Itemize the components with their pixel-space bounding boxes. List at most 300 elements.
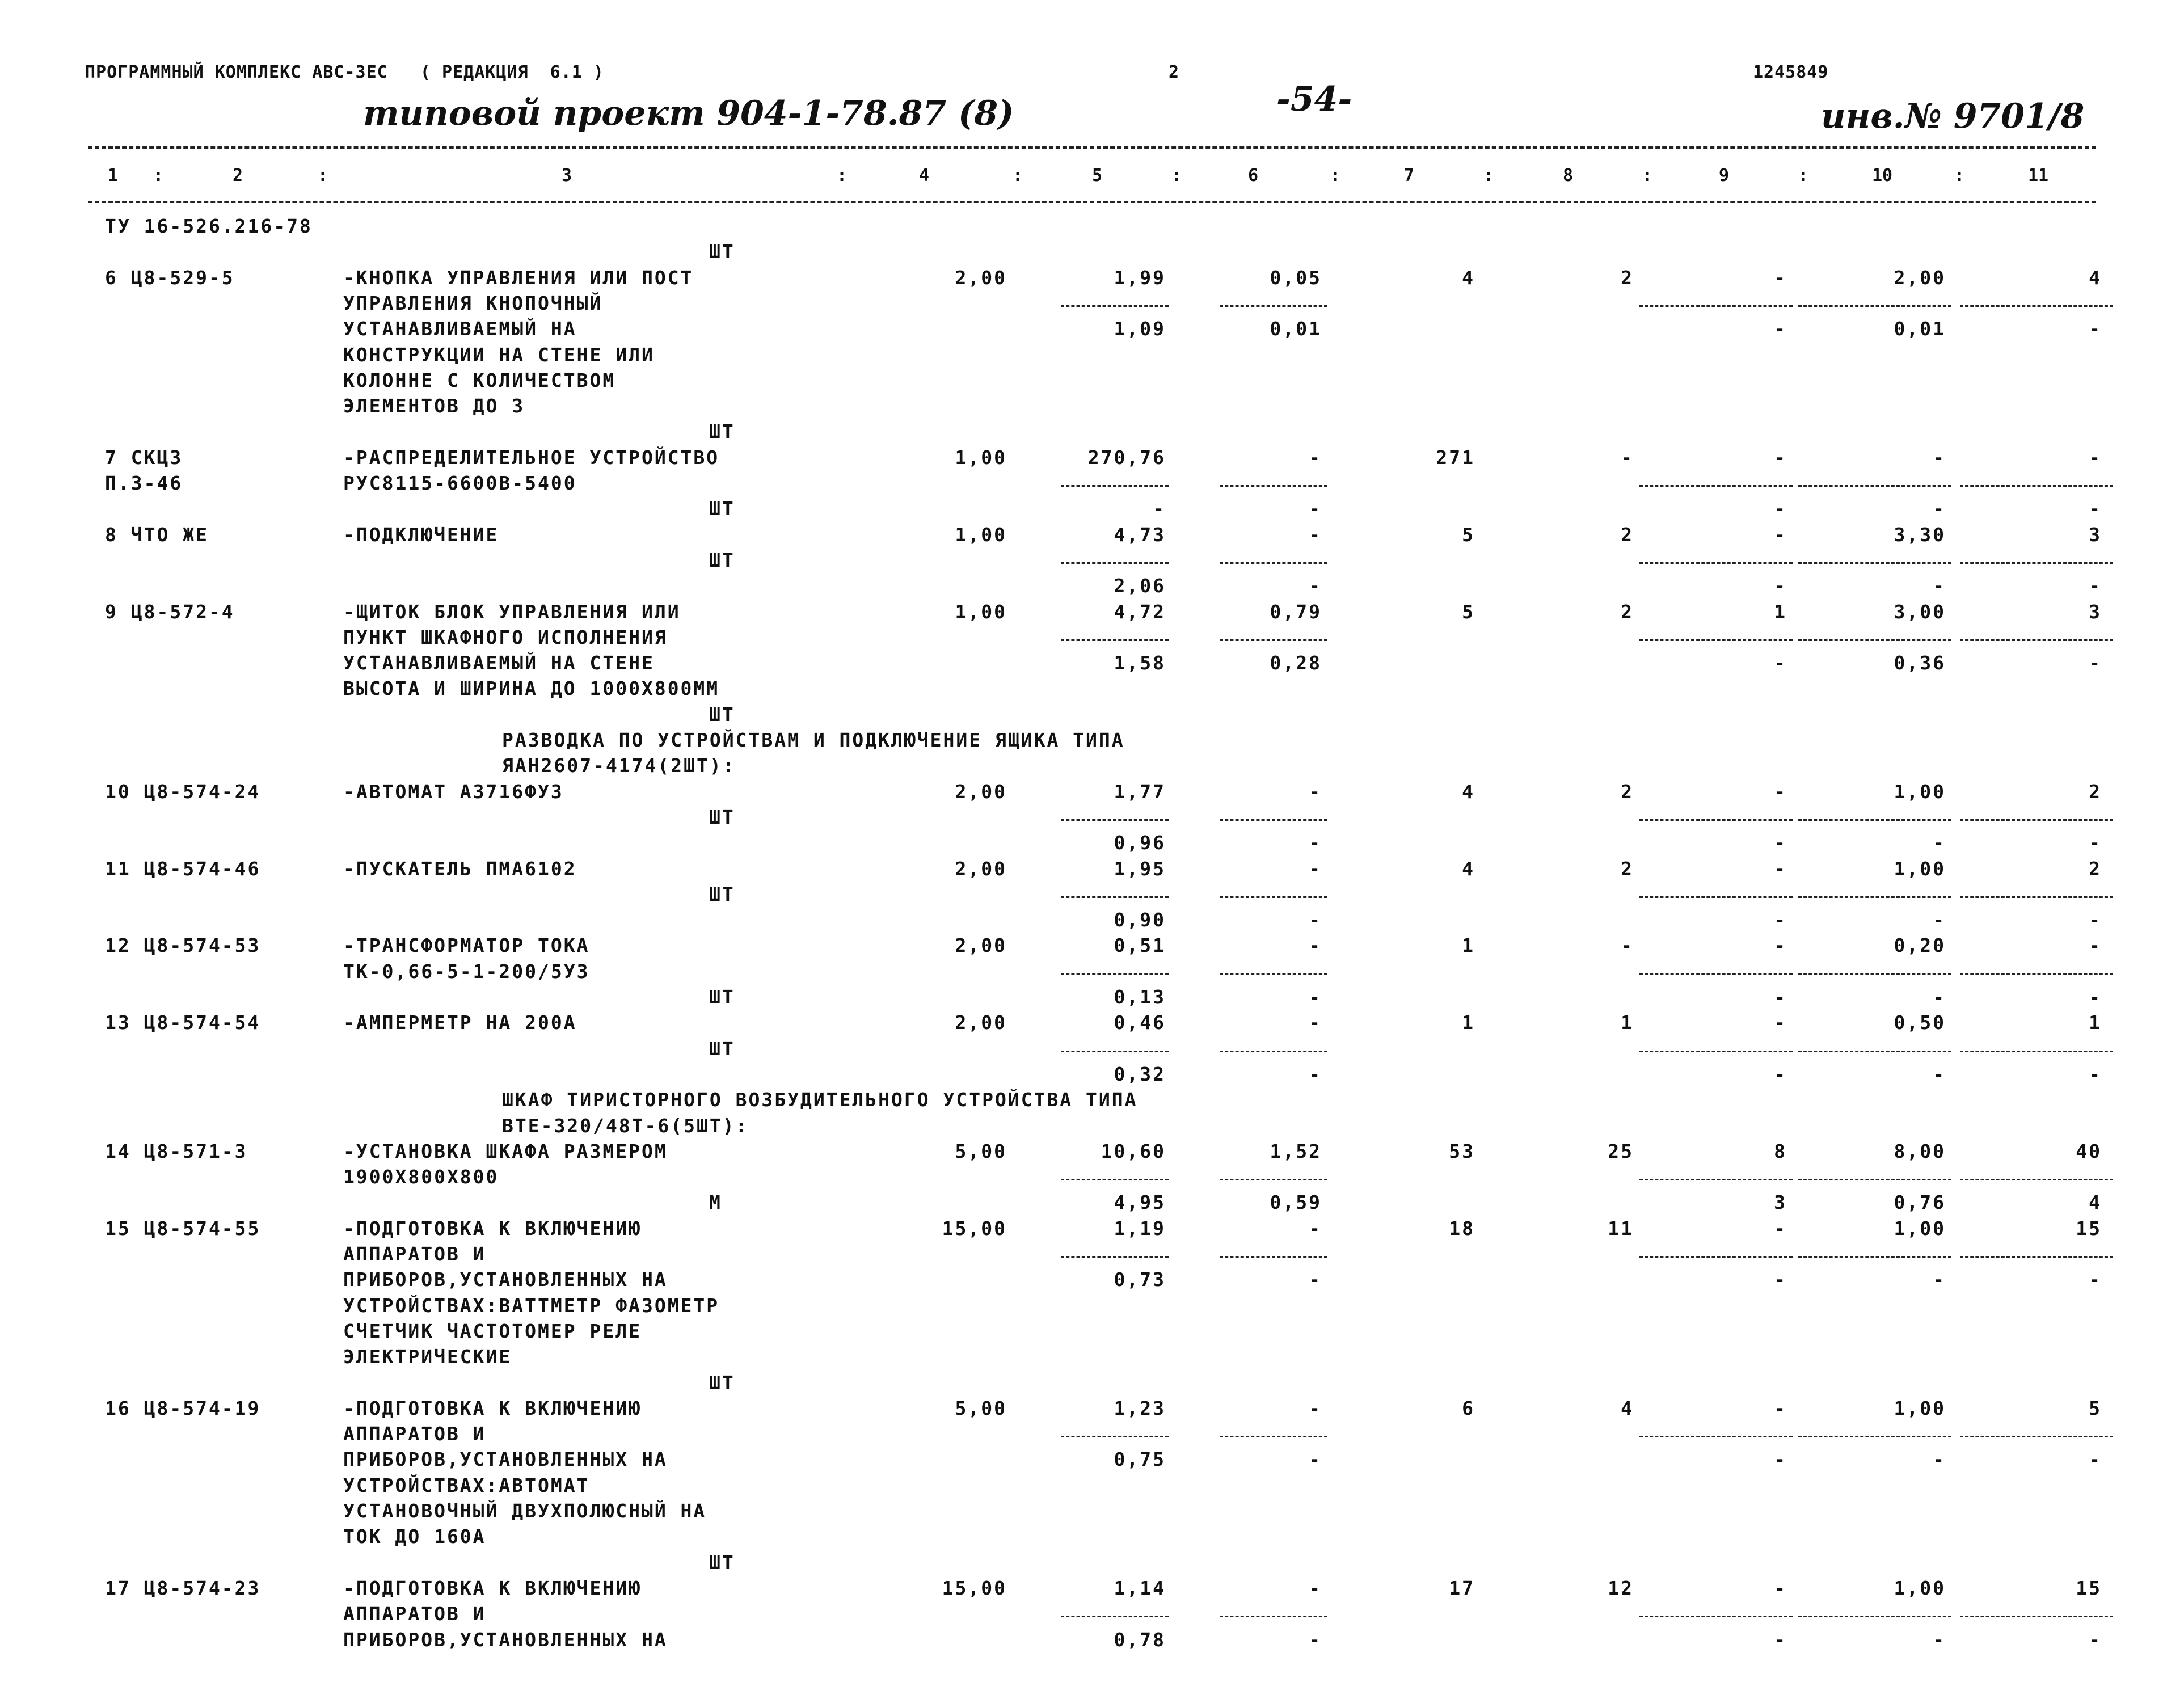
value-separator	[1639, 973, 1793, 975]
value-cell: -	[2089, 318, 2102, 340]
column-number-2: 2	[233, 166, 243, 185]
value-separator	[1960, 305, 2113, 307]
value-separator	[1960, 1436, 2113, 1437]
value-separator	[1798, 819, 1951, 821]
value-cell: 3	[1774, 1191, 1787, 1214]
value-separator	[1061, 1616, 1169, 1617]
item-description: 1900Х800Х800	[343, 1166, 499, 1188]
value-cell: 4	[1462, 266, 1475, 289]
value-cell: 4	[2089, 266, 2102, 289]
value-cell: 15	[2076, 1217, 2102, 1239]
value-separator	[1061, 973, 1169, 975]
column-separator: :	[1013, 166, 1023, 185]
value-separator	[1798, 973, 1951, 975]
item-description: СЧЕТЧИК ЧАСТОТОМЕР РЕЛЕ	[343, 1319, 642, 1342]
item-code: 17 Ц8-574-23	[105, 1576, 261, 1599]
column-separator: :	[1330, 166, 1341, 185]
value-cell: 53	[1449, 1140, 1475, 1162]
header-top-rule	[88, 146, 2096, 149]
value-cell: 1,00	[955, 523, 1007, 546]
value-separator	[1960, 819, 2113, 821]
value-cell: -	[1774, 1576, 1787, 1599]
item-description: УПРАВЛЕНИЯ КНОПОЧНЫЙ	[343, 292, 603, 314]
value-cell: 12	[1608, 1576, 1634, 1599]
value-cell: -	[1774, 497, 1787, 520]
value-cell: 2,00	[1894, 266, 1946, 289]
value-separator	[1220, 305, 1327, 307]
value-cell: -	[1774, 1268, 1787, 1291]
value-separator	[1061, 1179, 1169, 1180]
value-cell: 11	[1608, 1217, 1634, 1239]
value-cell: -	[1309, 1448, 1322, 1471]
value-cell: -	[1774, 1011, 1787, 1034]
value-cell: -	[1933, 909, 1946, 931]
item-description: -ПОДГОТОВКА К ВКЛЮЧЕНИЮ	[343, 1397, 642, 1419]
column-separator: :	[1483, 166, 1494, 185]
item-code: 13 Ц8-574-54	[105, 1011, 261, 1034]
value-cell: 2	[1621, 266, 1634, 289]
item-description: -АВТОМАТ А3716ФУ3	[343, 780, 564, 803]
item-description: ТК-0,66-5-1-200/5У3	[343, 960, 590, 983]
value-cell: 5,00	[955, 1140, 1007, 1162]
value-cell: 2	[2089, 857, 2102, 880]
value-separator	[1798, 1179, 1951, 1180]
value-separator	[1061, 562, 1169, 564]
value-cell: 1,14	[1114, 1576, 1166, 1599]
value-separator	[1220, 1256, 1327, 1258]
value-cell: -	[1309, 1576, 1322, 1599]
value-cell: 15,00	[942, 1576, 1007, 1599]
value-cell: -	[1774, 909, 1787, 931]
column-number-6: 6	[1248, 166, 1259, 185]
unit-label: ШТ	[709, 1551, 735, 1574]
value-cell: 4	[1462, 780, 1475, 803]
value-cell: 17	[1449, 1576, 1475, 1599]
value-cell: -	[1309, 934, 1322, 957]
value-cell: -	[2089, 1448, 2102, 1471]
value-separator	[1798, 896, 1951, 898]
item-description: -ПУСКАТЕЛЬ ПМА6102	[343, 857, 577, 880]
column-number-9: 9	[1719, 166, 1730, 185]
value-cell: 1,00	[1894, 857, 1946, 880]
value-cell: 6	[1462, 1397, 1475, 1419]
value-cell: -	[1309, 575, 1322, 597]
item-description: -ЩИТОК БЛОК УПРАВЛЕНИЯ ИЛИ	[343, 600, 681, 623]
item-description: АППАРАТОВ И	[343, 1603, 486, 1625]
value-cell: 1,00	[1894, 780, 1946, 803]
value-cell: 1,95	[1114, 857, 1166, 880]
value-cell: -	[1774, 857, 1787, 880]
value-separator	[1061, 1051, 1169, 1052]
value-separator	[1220, 819, 1327, 821]
value-separator	[1061, 896, 1169, 898]
item-description: -ТРАНСФОРМАТОР ТОКА	[343, 934, 590, 957]
value-cell: -	[2089, 652, 2102, 674]
value-cell: -	[1774, 1448, 1787, 1471]
value-cell: 3,00	[1894, 600, 1946, 623]
value-separator	[1960, 973, 2113, 975]
value-cell: 3,30	[1894, 523, 1946, 546]
value-cell: 0,96	[1114, 832, 1166, 854]
value-cell: 2,00	[955, 857, 1007, 880]
value-cell: -	[1774, 1628, 1787, 1651]
value-cell: -	[1933, 1628, 1946, 1651]
value-separator	[1639, 1616, 1793, 1617]
value-separator	[1639, 1256, 1793, 1258]
value-cell: 25	[1608, 1140, 1634, 1162]
item-description: ПУНКТ ШКАФНОГО ИСПОЛНЕНИЯ	[343, 626, 668, 648]
item-code: П.3-46	[105, 472, 183, 494]
column-separator: :	[318, 166, 328, 185]
value-cell: -	[1933, 1268, 1946, 1291]
value-cell: 0,05	[1270, 266, 1322, 289]
value-cell: 0,51	[1114, 934, 1166, 957]
value-cell: -	[1774, 575, 1787, 597]
value-cell: -	[1774, 652, 1787, 674]
item-description: АППАРАТОВ И	[343, 1423, 486, 1445]
value-cell: 1	[1621, 1011, 1634, 1034]
unit-label: ШТ	[709, 986, 735, 1008]
program-header: ПРОГРАММНЫЙ КОМПЛЕКС АВС-3ЕС ( РЕДАКЦИЯ 6.1 )	[85, 62, 604, 82]
item-description: УСТРОЙСТВАХ:ВАТТМЕТР ФАЗОМЕТР	[343, 1294, 720, 1317]
value-cell: -	[1774, 1062, 1787, 1085]
value-cell: -	[1774, 832, 1787, 854]
column-number-4: 4	[919, 166, 930, 185]
unit-label: ШТ	[709, 497, 735, 520]
handwritten-page-note: -54-	[1276, 79, 1352, 119]
unit-label: ШТ	[709, 806, 735, 828]
item-description: ТОК ДО 160А	[343, 1525, 486, 1548]
item-code: 14 Ц8-571-3	[105, 1140, 248, 1162]
value-cell: 2	[1621, 857, 1634, 880]
section-heading: ВТЕ-320/48Т-6(5ШТ):	[502, 1114, 749, 1137]
value-separator	[1061, 819, 1169, 821]
item-description: -УСТАНОВКА ШКАФА РАЗМЕРОМ	[343, 1140, 668, 1162]
value-cell: 1,09	[1114, 318, 1166, 340]
item-description: -ПОДГОТОВКА К ВКЛЮЧЕНИЮ	[343, 1576, 642, 1599]
section-heading: РАЗВОДКА ПО УСТРОЙСТВАМ И ПОДКЛЮЧЕНИЕ ЯЩИКА ТИПА	[502, 729, 1125, 751]
value-cell: -	[1774, 266, 1787, 289]
column-separator: :	[837, 166, 848, 185]
value-cell: -	[2089, 446, 2102, 469]
value-cell: 0,90	[1114, 909, 1166, 931]
value-cell: 2	[1621, 600, 1634, 623]
unit-label: ШТ	[709, 883, 735, 905]
value-cell: -	[1774, 446, 1787, 469]
value-cell: -	[1774, 523, 1787, 546]
value-separator	[1798, 1436, 1951, 1437]
column-separator: :	[153, 166, 164, 185]
value-cell: 4	[1462, 857, 1475, 880]
value-cell: -	[1309, 1268, 1322, 1291]
document-number: 1245849	[1753, 62, 1829, 82]
item-description: КОЛОННЕ С КОЛИЧЕСТВОМ	[343, 369, 616, 391]
value-separator	[1220, 1051, 1327, 1052]
value-cell: 2	[1621, 780, 1634, 803]
unit-label: ШТ	[709, 549, 735, 571]
value-cell: 5	[1462, 523, 1475, 546]
value-separator	[1639, 896, 1793, 898]
value-separator	[1639, 562, 1793, 564]
value-separator	[1220, 639, 1327, 641]
item-code: 8 ЧТО ЖЕ	[105, 523, 209, 546]
value-cell: -	[1933, 1062, 1946, 1085]
column-number-1: 1	[108, 166, 119, 185]
value-cell: 0,76	[1894, 1191, 1946, 1214]
column-separator: :	[1954, 166, 1965, 185]
value-cell: -	[1621, 934, 1634, 957]
column-separator: :	[1171, 166, 1182, 185]
value-cell: 1,00	[955, 446, 1007, 469]
value-cell: -	[1309, 1011, 1322, 1034]
column-number-11: 11	[2028, 166, 2049, 185]
value-cell: 2,00	[955, 934, 1007, 957]
value-separator	[1639, 1179, 1793, 1180]
value-cell: -	[1309, 497, 1322, 520]
value-separator	[1960, 896, 2113, 898]
value-separator	[1798, 485, 1951, 487]
value-cell: -	[1774, 1217, 1787, 1239]
value-cell: 2	[1621, 523, 1634, 546]
value-separator	[1639, 485, 1793, 487]
item-code: 15 Ц8-574-55	[105, 1217, 261, 1239]
handwritten-inventory-note: инв.№ 9701/8	[1821, 96, 2085, 136]
unit-label: М	[709, 1191, 722, 1214]
value-cell: -	[2089, 986, 2102, 1008]
value-separator	[1798, 1051, 1951, 1052]
value-separator	[1798, 639, 1951, 641]
section-heading: ШКАФ ТИРИСТОРНОГО ВОЗБУДИТЕЛЬНОГО УСТРОЙСТВА ТИПА	[502, 1089, 1138, 1111]
item-description: -ПОДГОТОВКА К ВКЛЮЧЕНИЮ	[343, 1217, 642, 1239]
value-cell: -	[1309, 1062, 1322, 1085]
value-cell: 5	[2089, 1397, 2102, 1419]
unit-label: ШТ	[709, 1037, 735, 1060]
value-cell: -	[2089, 497, 2102, 520]
value-cell: 0,79	[1270, 600, 1322, 623]
value-cell: 2,00	[955, 1011, 1007, 1034]
value-cell: 0,59	[1270, 1191, 1322, 1214]
value-separator	[1061, 639, 1169, 641]
value-cell: 1,19	[1114, 1217, 1166, 1239]
value-cell: 4	[2089, 1191, 2102, 1214]
value-separator	[1960, 485, 2113, 487]
value-cell: -	[1309, 1397, 1322, 1419]
value-cell: 0,36	[1894, 652, 1946, 674]
value-cell: 1,00	[1894, 1576, 1946, 1599]
value-cell: 3	[2089, 600, 2102, 623]
value-separator	[1960, 562, 2113, 564]
value-cell: 2,00	[955, 780, 1007, 803]
value-separator	[1960, 1051, 2113, 1052]
value-cell: 15	[2076, 1576, 2102, 1599]
item-description: РУС8115-6600В-5400	[343, 472, 577, 494]
value-separator	[1639, 819, 1793, 821]
value-cell: -	[1774, 986, 1787, 1008]
item-description: УСТАНАВЛИВАЕМЫЙ НА	[343, 318, 577, 340]
value-cell: -	[1933, 575, 1946, 597]
value-cell: 2	[2089, 780, 2102, 803]
value-cell: -	[1933, 1448, 1946, 1471]
value-cell: 1,99	[1114, 266, 1166, 289]
value-cell: 8	[1774, 1140, 1787, 1162]
item-description: -ПОДКЛЮЧЕНИЕ	[343, 523, 499, 546]
item-description: АППАРАТОВ И	[343, 1243, 486, 1265]
column-number-8: 8	[1563, 166, 1574, 185]
value-separator	[1639, 305, 1793, 307]
value-separator	[1061, 305, 1169, 307]
value-separator	[1960, 1256, 2113, 1258]
value-separator	[1220, 1436, 1327, 1437]
item-code: 10 Ц8-574-24	[105, 780, 261, 803]
value-cell: 0,32	[1114, 1062, 1166, 1085]
value-cell: -	[1153, 497, 1166, 520]
value-cell: 0,13	[1114, 986, 1166, 1008]
value-cell: 40	[2076, 1140, 2102, 1162]
value-cell: 1	[1774, 600, 1787, 623]
value-cell: 3	[2089, 523, 2102, 546]
value-cell: 1,00	[1894, 1397, 1946, 1419]
item-code: 6 Ц8-529-5	[105, 266, 235, 289]
value-cell: -	[1774, 318, 1787, 340]
value-cell: 0,75	[1114, 1448, 1166, 1471]
value-separator	[1220, 1616, 1327, 1617]
item-code: 7 СКЦЗ	[105, 446, 183, 469]
item-code: 9 Ц8-572-4	[105, 600, 235, 623]
value-cell: -	[1309, 832, 1322, 854]
column-number-3: 3	[562, 166, 572, 185]
unit-label: ШТ	[709, 420, 735, 443]
value-cell: 2,00	[955, 266, 1007, 289]
value-cell: -	[1933, 832, 1946, 854]
item-description: -РАСПРЕДЕЛИТЕЛЬНОЕ УСТРОЙСТВО	[343, 446, 720, 469]
value-cell: 270,76	[1087, 446, 1166, 469]
value-cell: 4,95	[1114, 1191, 1166, 1214]
item-description: УСТРОЙСТВАХ:АВТОМАТ	[343, 1474, 590, 1496]
value-cell: -	[2089, 934, 2102, 957]
value-cell: 4,73	[1114, 523, 1166, 546]
item-code: 12 Ц8-574-53	[105, 934, 261, 957]
value-cell: -	[1309, 1628, 1322, 1651]
item-description: ВЫСОТА И ШИРИНА ДО 1000Х800ММ	[343, 677, 720, 700]
value-cell: -	[1309, 857, 1322, 880]
value-cell: 1	[1462, 1011, 1475, 1034]
value-cell: 4,72	[1114, 600, 1166, 623]
value-cell: 0,50	[1894, 1011, 1946, 1034]
value-separator	[1639, 1436, 1793, 1437]
value-cell: -	[1621, 446, 1634, 469]
header-bottom-rule	[88, 201, 2096, 203]
value-cell: 1,23	[1114, 1397, 1166, 1419]
value-separator	[1798, 1256, 1951, 1258]
unit-label: ШТ	[709, 703, 735, 726]
value-separator	[1220, 896, 1327, 898]
value-separator	[1639, 1051, 1793, 1052]
column-number-7: 7	[1404, 166, 1415, 185]
page-number: 2	[1169, 62, 1180, 82]
value-separator	[1061, 485, 1169, 487]
value-separator	[1061, 1256, 1169, 1258]
item-description: -КНОПКА УПРАВЛЕНИЯ ИЛИ ПОСТ	[343, 266, 694, 289]
value-cell: -	[1309, 909, 1322, 931]
value-separator	[1960, 1616, 2113, 1617]
column-number-10: 10	[1872, 166, 1893, 185]
value-cell: -	[1309, 986, 1322, 1008]
item-description: -АМПЕРМЕТР НА 200А	[343, 1011, 577, 1034]
value-cell: 4	[1621, 1397, 1634, 1419]
column-number-5: 5	[1092, 166, 1103, 185]
value-cell: 18	[1449, 1217, 1475, 1239]
value-cell: -	[2089, 909, 2102, 931]
value-cell: 0,20	[1894, 934, 1946, 957]
value-cell: 0,78	[1114, 1628, 1166, 1651]
value-cell: 0,01	[1894, 318, 1946, 340]
value-cell: 1,00	[955, 600, 1007, 623]
value-separator	[1798, 562, 1951, 564]
value-separator	[1639, 639, 1793, 641]
section-heading: ЯАН2607-4174(2ШТ):	[502, 754, 736, 777]
value-cell: -	[1933, 497, 1946, 520]
value-cell: 1,58	[1114, 652, 1166, 674]
value-separator	[1220, 973, 1327, 975]
value-cell: -	[1774, 1397, 1787, 1419]
value-cell: 8,00	[1894, 1140, 1946, 1162]
value-cell: -	[1933, 986, 1946, 1008]
value-cell: -	[2089, 832, 2102, 854]
item-description: УСТАНАВЛИВАЕМЫЙ НА СТЕНЕ	[343, 652, 655, 674]
value-cell: 1,00	[1894, 1217, 1946, 1239]
value-separator	[1061, 1436, 1169, 1437]
value-cell: 0,01	[1270, 318, 1322, 340]
value-separator	[1220, 485, 1327, 487]
value-cell: 0,28	[1270, 652, 1322, 674]
value-cell: 0,73	[1114, 1268, 1166, 1291]
value-cell: -	[1309, 1217, 1322, 1239]
value-cell: 2,06	[1114, 575, 1166, 597]
value-cell: 10,60	[1101, 1140, 1166, 1162]
value-cell: 1,52	[1270, 1140, 1322, 1162]
value-cell: -	[1774, 780, 1787, 803]
value-separator	[1220, 1179, 1327, 1180]
value-cell: -	[2089, 1268, 2102, 1291]
value-cell: 271	[1436, 446, 1475, 469]
value-cell: 15,00	[942, 1217, 1007, 1239]
item-description: ЭЛЕКТРИЧЕСКИЕ	[343, 1346, 512, 1368]
item-description: ПРИБОРОВ,УСТАНОВЛЕННЫХ НА	[343, 1448, 668, 1471]
item-code: 11 Ц8-574-46	[105, 857, 261, 880]
value-cell: -	[1933, 446, 1946, 469]
value-cell: 1	[1462, 934, 1475, 957]
item-description: УСТАНОВОЧНЫЙ ДВУХПОЛЮСНЫЙ НА	[343, 1500, 707, 1522]
value-cell: -	[1309, 446, 1322, 469]
value-cell: -	[2089, 1628, 2102, 1651]
unit-label: ШТ	[709, 241, 735, 263]
unit-label: ШТ	[709, 1371, 735, 1394]
value-cell: 5	[1462, 600, 1475, 623]
value-cell: -	[1774, 934, 1787, 957]
item-description: ЭЛЕМЕНТОВ ДО 3	[343, 395, 525, 418]
value-cell: -	[1309, 780, 1322, 803]
column-separator: :	[1642, 166, 1653, 185]
value-cell: 1	[2089, 1011, 2102, 1034]
item-code: 16 Ц8-574-19	[105, 1397, 261, 1419]
value-cell: -	[2089, 575, 2102, 597]
value-cell: 5,00	[955, 1397, 1007, 1419]
item-description: ПРИБОРОВ,УСТАНОВЛЕННЫХ НА	[343, 1268, 668, 1291]
item-description: ПРИБОРОВ,УСТАНОВЛЕННЫХ НА	[343, 1628, 668, 1651]
value-separator	[1798, 305, 1951, 307]
value-cell: -	[2089, 1062, 2102, 1085]
item-description: КОНСТРУКЦИИ НА СТЕНЕ ИЛИ	[343, 343, 655, 366]
